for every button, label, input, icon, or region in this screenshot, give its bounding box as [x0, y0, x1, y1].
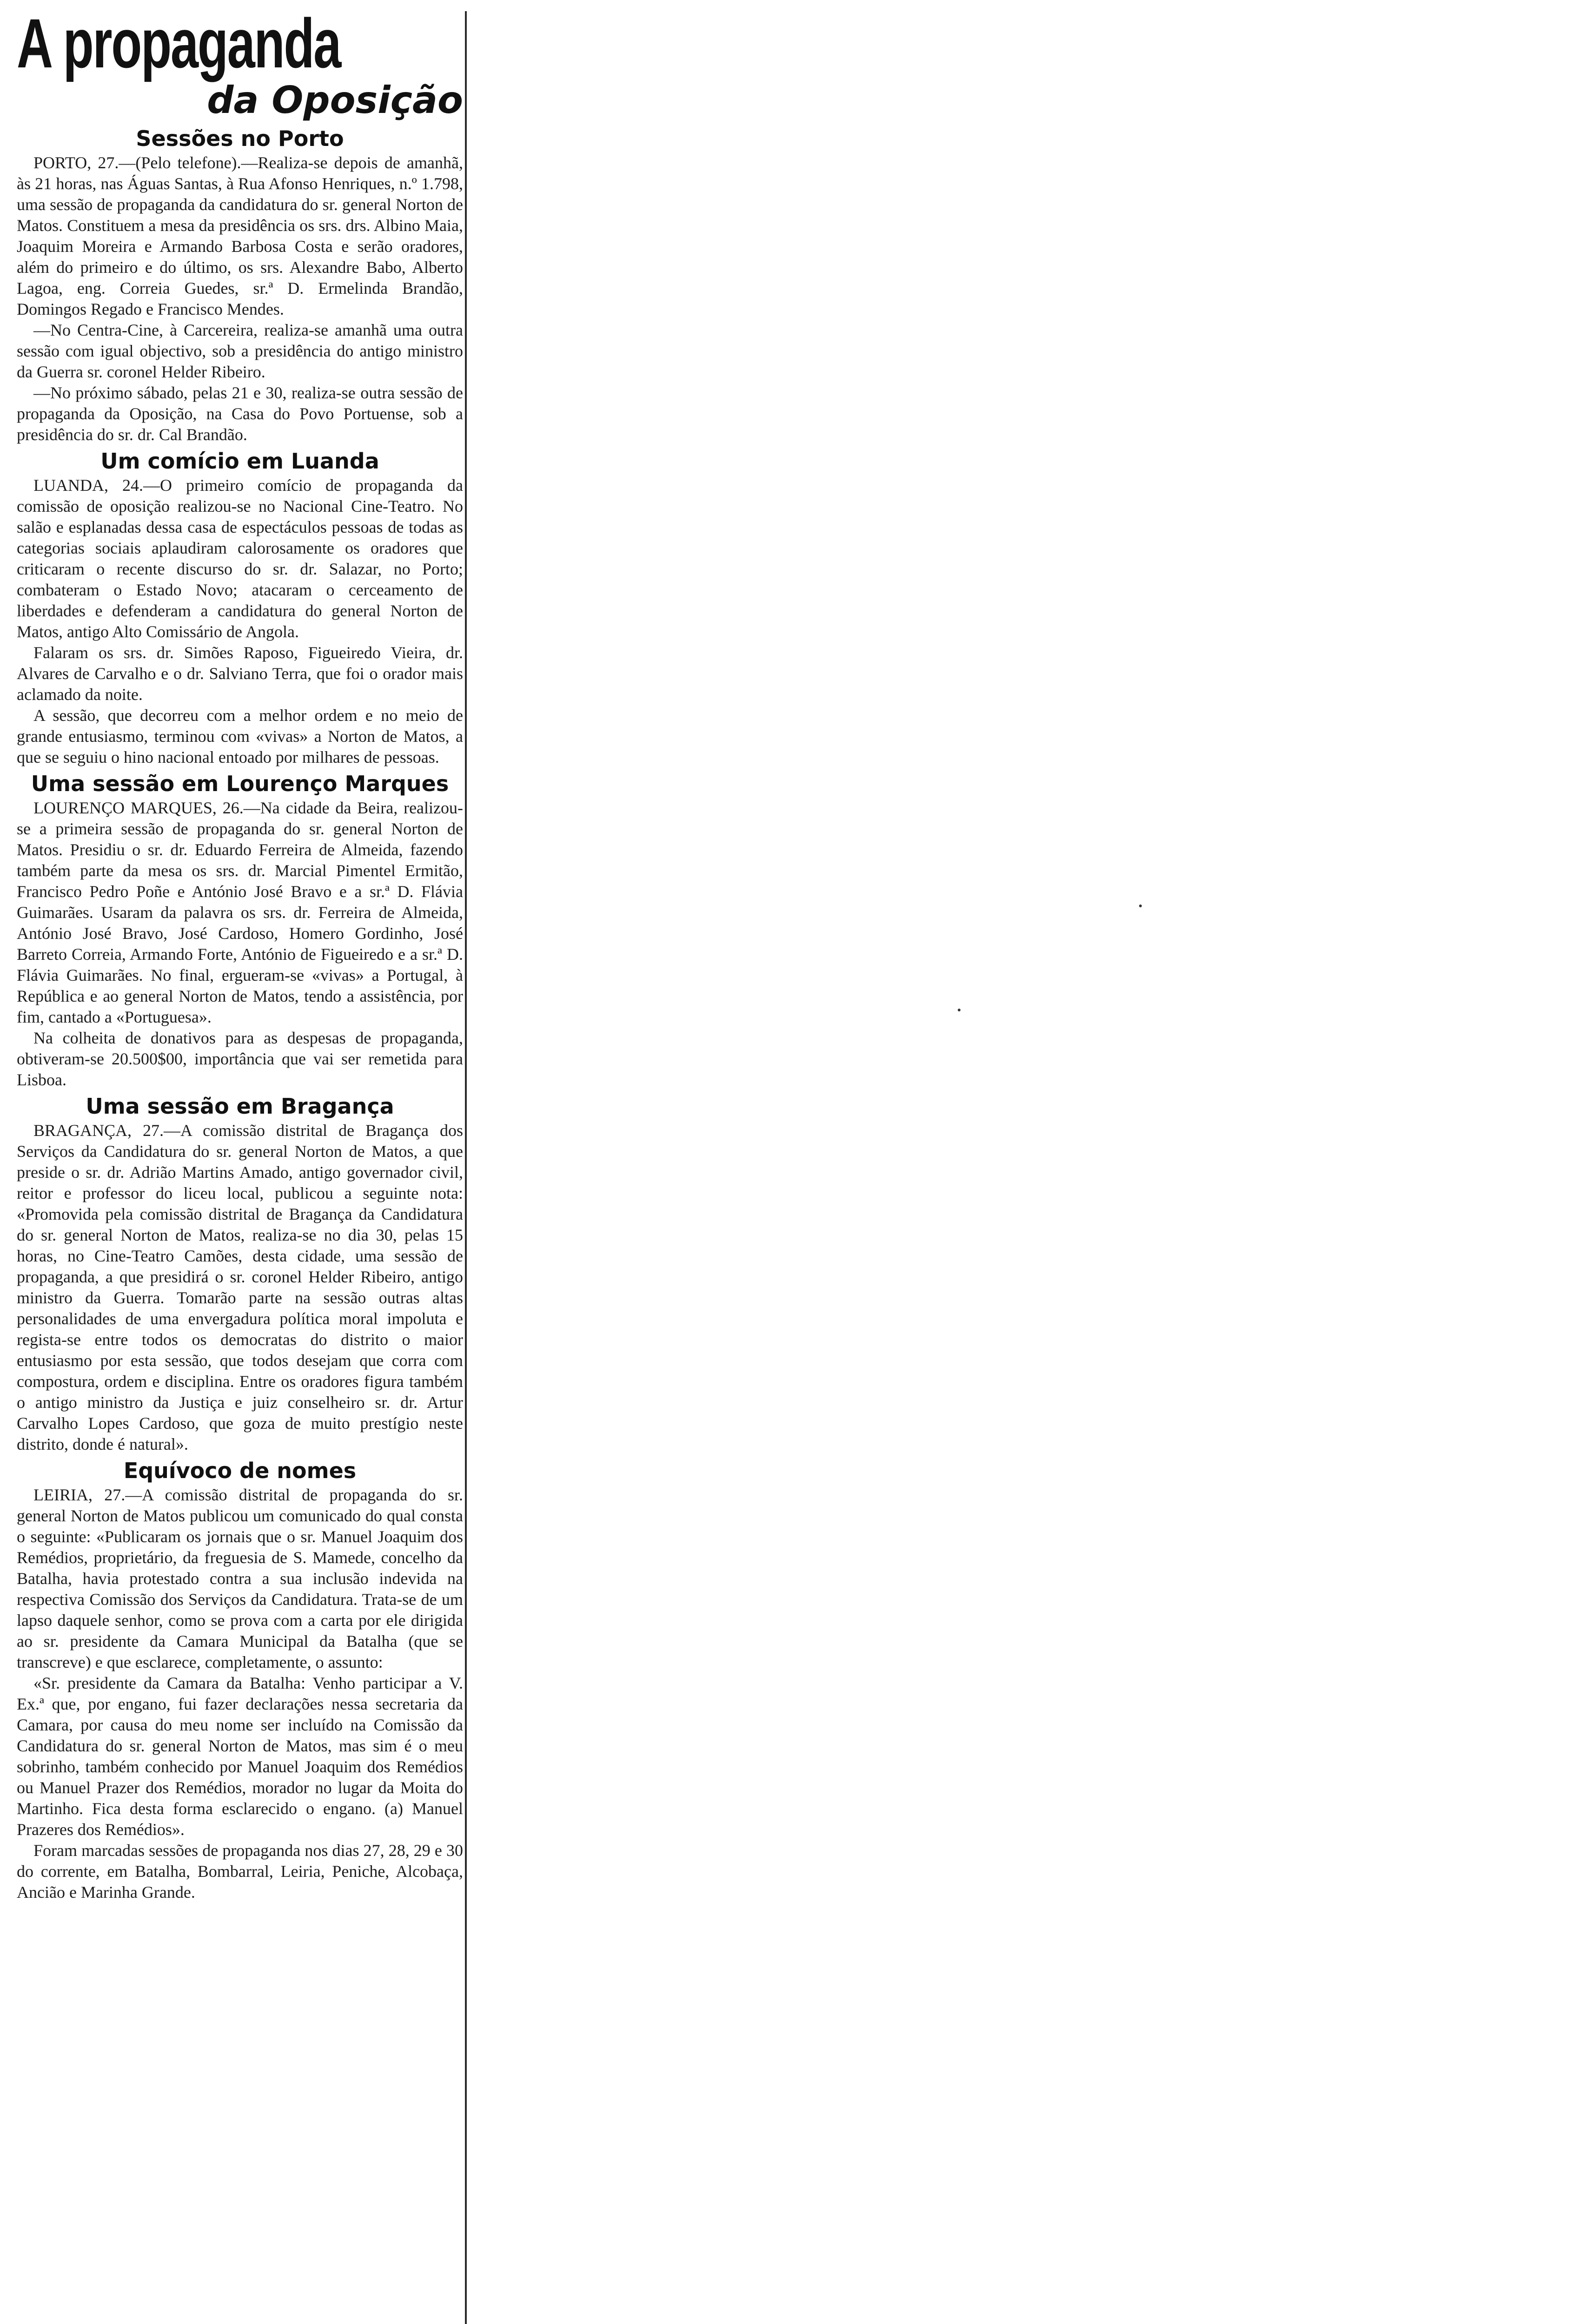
article-paragraph: BRAGANÇA, 27.—A comissão distrital de Bragança dos Serviços da Candidatura do sr. general Norton de Matos, a que preside o sr. dr. Adrião Martins Amado, antigo governador civil, reitor e professor do liceu local, publicou a seguinte nota: «Promovida pela comissão distrital de Bragança da Candidatura do sr. general Norton de Matos, realiza-se no dia 30, pelas 15 horas, no Cine-Teatro Camões, desta cidade, uma sessão de propaganda, a que presidirá o sr. coronel Helder Ribeiro, antigo ministro da Guerra. Tomarão parte na sessão outras altas personalidades de uma envergadura política moral impoluta e regista-se entre todos os democratas do distrito o maior entusiasmo por esta sessão, que todos desejam que corra com compostura, ordem e disciplina. Entre os oradores figura também o antigo ministro da Justiça e juiz conselheiro sr. dr. Artur Carvalho Lopes Cardoso, que goza de muito prestígio neste distrito, donde é natural».	[17, 1121, 463, 1453]
article-paragraph: Falaram os srs. dr. Simões Raposo, Figueiredo Vieira, dr. Alvares de Carvalho e o dr. Salviano Terra, que foi o orador mais aclamado da noite.	[17, 643, 463, 704]
article-paragraph: LUANDA, 24.—O primeiro comício de propaganda da comissão de oposição realizou-se no Nacional Cine-Teatro. No salão e esplanadas dessa casa de espectáculos pessoas de todas as categorias sociais aplaudiram calorosamente os oradores que criticaram o recente discurso do sr. dr. Salazar, no Porto; combateram o Estado Novo; atacaram o cerceamento de liberdades e defenderam a candidatura do general Norton de Matos, antigo Alto Comissário de Angola.	[17, 476, 463, 641]
section-heading: Sessões no Porto	[136, 126, 344, 151]
article-paragraph: LOURENÇO MARQUES, 26.—Na cidade da Beira, realizou-se a primeira sessão de propaganda do sr. general Norton de Matos. Presidiu o sr. dr. Eduardo Ferreira de Almeida, fazendo também parte da mesa os srs. dr. Marcial Pimentel Ermitão, Francisco Pedro Poñe e António José Bravo e a sr.ª D. Flávia Guimarães. Usaram da palavra os srs. dr. Ferreira de Almeida, António José Bravo, José Cardoso, Homero Gordinho, José Barreto Correia, Armando Forte, António de Figueiredo e a sr.ª D. Flávia Guimarães. No final, ergueram-se «vivas» a Portugal, à República e ao general Norton de Matos, tendo a assistência, por fim, cantado a «Portuguesa».	[17, 799, 463, 1026]
article-title: A propaganda	[17, 8, 341, 82]
article-paragraph: PORTO, 27.—(Pelo telefone).—Realiza-se depois de amanhã, às 21 horas, nas Águas Santas, à Rua Afonso Henriques, n.º 1.798, uma sessão de propaganda da candidatura do sr. general Norton de Matos. Constituem a mesa da presidência os srs. drs. Albino Maia, Joaquim Moreira e Armando Barbosa Costa e serão oradores, além do primeiro e do último, os srs. Alexandre Babo, Alberto Lagoa, eng. Correia Guedes, sr.ª D. Ermelinda Brandão, Domingos Regado e Francisco Mendes.	[17, 153, 463, 318]
article-paragraph: —No Centra-Cine, à Carcereira, realiza-se amanhã uma outra sessão com igual objectivo, sob a presidência do antigo ministro da Guerra sr. coronel Helder Ribeiro.	[17, 321, 463, 381]
article-subtitle: da Oposição	[207, 79, 463, 122]
scan-speck	[1139, 905, 1142, 907]
article-paragraph: A sessão, que decorreu com a melhor ordem e no meio de grande entusiasmo, terminou com «vivas» a Norton de Matos, a que se seguiu o hino nacional entoado por milhares de pessoas.	[17, 706, 463, 766]
section-heading: Uma sessão em Lourenço Marques	[31, 771, 449, 796]
article-paragraph: Na colheita de donativos para as despesas de propaganda, obtiveram-se 20.500$00, importância que vai ser remetida para Lisboa.	[17, 1029, 463, 1089]
article-paragraph: LEIRIA, 27.—A comissão distrital de propaganda do sr. general Norton de Matos publicou um comunicado do qual consta o seguinte: «Publicaram os jornais que o sr. Manuel Joaquim dos Remédios, proprietário, da freguesia de S. Mamede, concelho da Batalha, havia protestado contra a sua inclusão indevida na respectiva Comissão dos Serviços da Candidatura. Trata-se de um lapso daquele senhor, como se prova com a carta por ele dirigida ao sr. presidente da Camara Municipal da Batalha (que se transcreve) e que esclarece, completamente, o assunto:	[17, 1486, 463, 1671]
article-paragraph: «Sr. presidente da Camara da Batalha: Venho participar a V. Ex.ª que, por engano, fui fazer declarações nessa secretaria da Camara, por causa do meu nome ser incluído na Comissão da Candidatura do sr. general Norton de Matos, mas sim é o meu sobrinho, também conhecido por Manuel Joaquim dos Remédios ou Manuel Prazer dos Remédios, morador no lugar da Moita do Martinho. Fica desta forma esclarecido o engano. (a) Manuel Prazeres dos Remédios».	[17, 1674, 463, 1839]
section-heading: Equívoco de nomes	[123, 1458, 357, 1483]
section-heading: Um comício em Luanda	[100, 449, 379, 474]
article-paragraph: Foram marcadas sessões de propaganda nos dias 27, 28, 29 e 30 do corrente, em Batalha, Bombarral, Leiria, Peniche, Alcobaça, Ancião e Marinha Grande.	[17, 1841, 463, 1901]
section-heading: Uma sessão em Bragança	[86, 1094, 394, 1119]
scan-speck	[958, 1009, 961, 1011]
article-paragraph: —No próximo sábado, pelas 21 e 30, realiza-se outra sessão de propaganda da Oposição, na Casa do Povo Portuense, sob a presidência do sr. dr. Cal Brandão.	[17, 383, 463, 444]
